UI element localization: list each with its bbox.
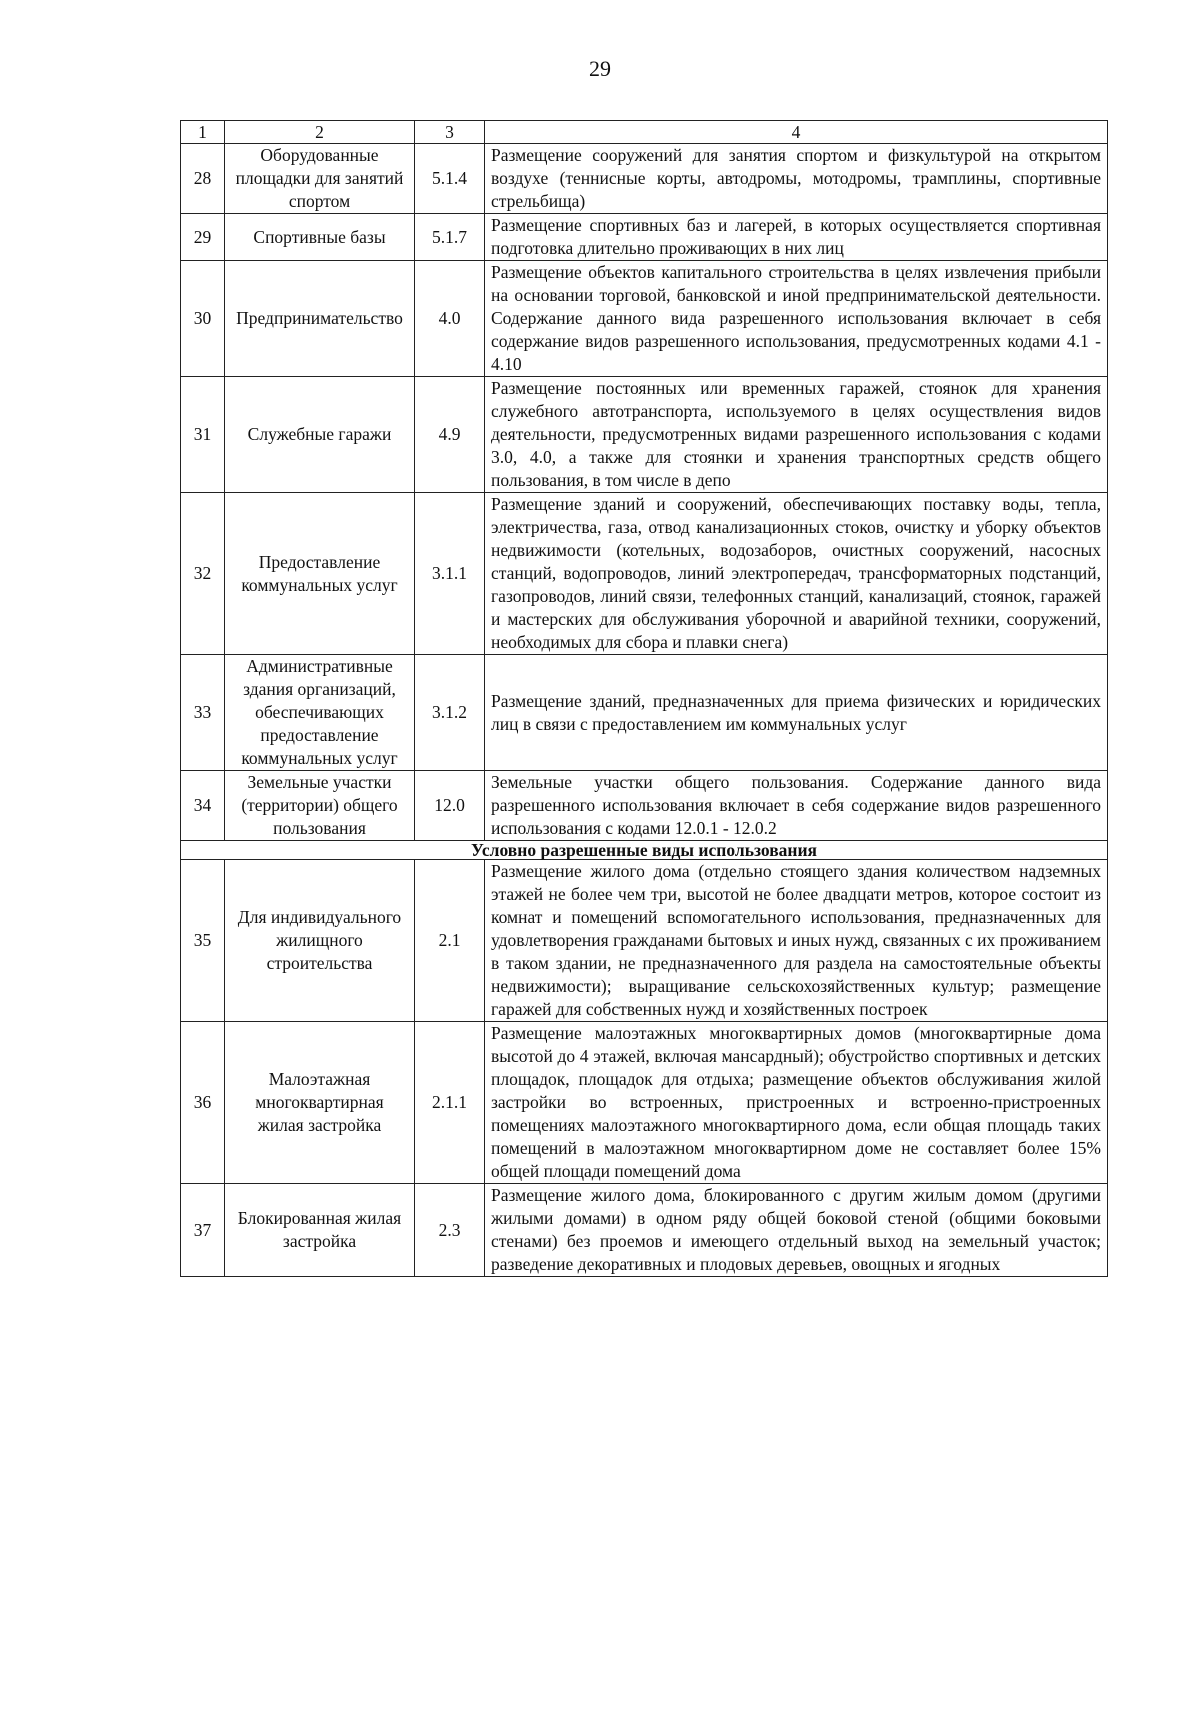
page-number: 29 [589, 56, 611, 81]
row-number: 29 [181, 214, 225, 261]
table-row [181, 261, 1108, 377]
row-number: 30 [181, 261, 225, 377]
row-number: 31 [181, 377, 225, 493]
table-body [181, 144, 1108, 1277]
use-type-description: Земельные участки общего пользования. Содержание данного вида разрешенного использования включает в себя содержание видов разрешенного использования с кодами 12.0.1 - 12.0.2 [485, 771, 1108, 841]
use-type-name: Предпринимательство [225, 261, 415, 377]
row-number: 28 [181, 144, 225, 214]
use-type-code: 4.0 [415, 261, 485, 377]
table-row [181, 493, 1108, 655]
use-type-name: Оборудованные площадки для занятий спортом [225, 144, 415, 214]
table-row [181, 214, 1108, 261]
row-number: 37 [181, 1184, 225, 1277]
header-col-3: 3 [415, 121, 485, 144]
use-type-name: Спортивные базы [225, 214, 415, 261]
table-row [181, 1022, 1108, 1184]
use-type-name: Блокированная жилая застройка [225, 1184, 415, 1277]
use-type-name: Предоставление коммунальных услуг [225, 493, 415, 655]
section-title: Условно разрешенные виды использования [181, 841, 1108, 860]
use-type-code: 2.1.1 [415, 1022, 485, 1184]
use-type-code: 3.1.2 [415, 655, 485, 771]
use-type-description: Размещение жилого дома (отдельно стоящего здания количеством надземных этажей не более чем три, высотой не более двадцати метров, которое состоит из комнат и помещений вспомогательного использования, предназначенных для удовлетворения гражданами бытовых и иных нужд, связанных с их проживанием в таком здании, не предназначенного для раздела на самостоятельные объекты недвижимости); выращивание сельскохозяйственных культур; размещение гаражей для собственных нужд и хозяйственных построек [485, 860, 1108, 1022]
use-type-name: Административные здания организаций, обеспечивающих предоставление коммунальных услуг [225, 655, 415, 771]
use-type-description: Размещение зданий и сооружений, обеспечивающих поставку воды, тепла, электричества, газа, отвод канализационных стоков, очистку и уборку объектов недвижимости (котельных, водозаборов, очистных сооружений, насосных станций, водопроводов, линий электропередач, трансформаторных подстанций, газопроводов, линий связи, телефонных станций, канализаций, стоянок, гаражей и мастерских для обслуживания уборочной и аварийной техники, сооружений, необходимых для сбора и плавки снега) [485, 493, 1108, 655]
use-type-description: Размещение объектов капитального строительства в целях извлечения прибыли на основании торговой, банковской и иной предпринимательской деятельности. Содержание данного вида разрешенного использования включает в себя содержание видов разрешенного использования, предусмотренных кодами 4.1 - 4.10 [485, 261, 1108, 377]
use-type-code: 4.9 [415, 377, 485, 493]
use-type-code: 12.0 [415, 771, 485, 841]
use-type-name: Малоэтажная многоквартирная жилая застройка [225, 1022, 415, 1184]
use-type-code: 2.3 [415, 1184, 485, 1277]
use-type-name: Для индивидуального жилищного строительства [225, 860, 415, 1022]
header-col-1: 1 [181, 121, 225, 144]
use-type-description: Размещение жилого дома, блокированного с другим жилым домом (другими жилыми домами) в одном ряду общей боковой стеной (общими боковыми стенами) без проемов и имеющего отдельный выход на земельный участок; разведение декоративных и плодовых деревьев, овощных и ягодных [485, 1184, 1108, 1277]
table-row [181, 144, 1108, 214]
row-number: 36 [181, 1022, 225, 1184]
use-type-description: Размещение постоянных или временных гаражей, стоянок для хранения служебного автотранспорта, используемого в целях осуществления видов деятельности, предусмотренных видами разрешенного использования с кодами 3.0, 4.0, а также для стоянки и хранения транспортных средств общего пользования, в том числе в депо [485, 377, 1108, 493]
section-row [181, 841, 1108, 860]
use-type-code: 5.1.7 [415, 214, 485, 261]
table-row [181, 377, 1108, 493]
use-type-description: Размещение спортивных баз и лагерей, в которых осуществляется спортивная подготовка длительно проживающих в них лиц [485, 214, 1108, 261]
use-type-code: 5.1.4 [415, 144, 485, 214]
use-type-code: 3.1.1 [415, 493, 485, 655]
table-row [181, 771, 1108, 841]
use-type-name: Служебные гаражи [225, 377, 415, 493]
use-type-description: Размещение сооружений для занятия спортом и физкультурой на открытом воздухе (теннисные корты, автодромы, мотодромы, трамплины, спортивные стрельбища) [485, 144, 1108, 214]
table-row [181, 1184, 1108, 1277]
row-number: 34 [181, 771, 225, 841]
use-type-description: Размещение малоэтажных многоквартирных домов (многоквартирные дома высотой до 4 этажей, включая мансардный); обустройство спортивных и детских площадок, площадок для отдыха; размещение объектов обслуживания жилой застройки во встроенных, пристроенных и встроенно-пристроенных помещениях малоэтажного многоквартирного дома, если общая площадь таких помещений в малоэтажном многоквартирном доме не составляет более 15% общей площади помещений дома [485, 1022, 1108, 1184]
header-col-2: 2 [225, 121, 415, 144]
use-type-name: Земельные участки (территории) общего пользования [225, 771, 415, 841]
use-type-description: Размещение зданий, предназначенных для приема физических и юридических лиц в связи с предоставлением им коммунальных услуг [485, 655, 1108, 771]
use-type-code: 2.1 [415, 860, 485, 1022]
row-number: 35 [181, 860, 225, 1022]
land-use-table [180, 120, 1108, 1277]
header-col-4: 4 [485, 121, 1108, 144]
row-number: 32 [181, 493, 225, 655]
row-number: 33 [181, 655, 225, 771]
table-header [181, 121, 1108, 144]
table-row [181, 655, 1108, 771]
table-row [181, 860, 1108, 1022]
